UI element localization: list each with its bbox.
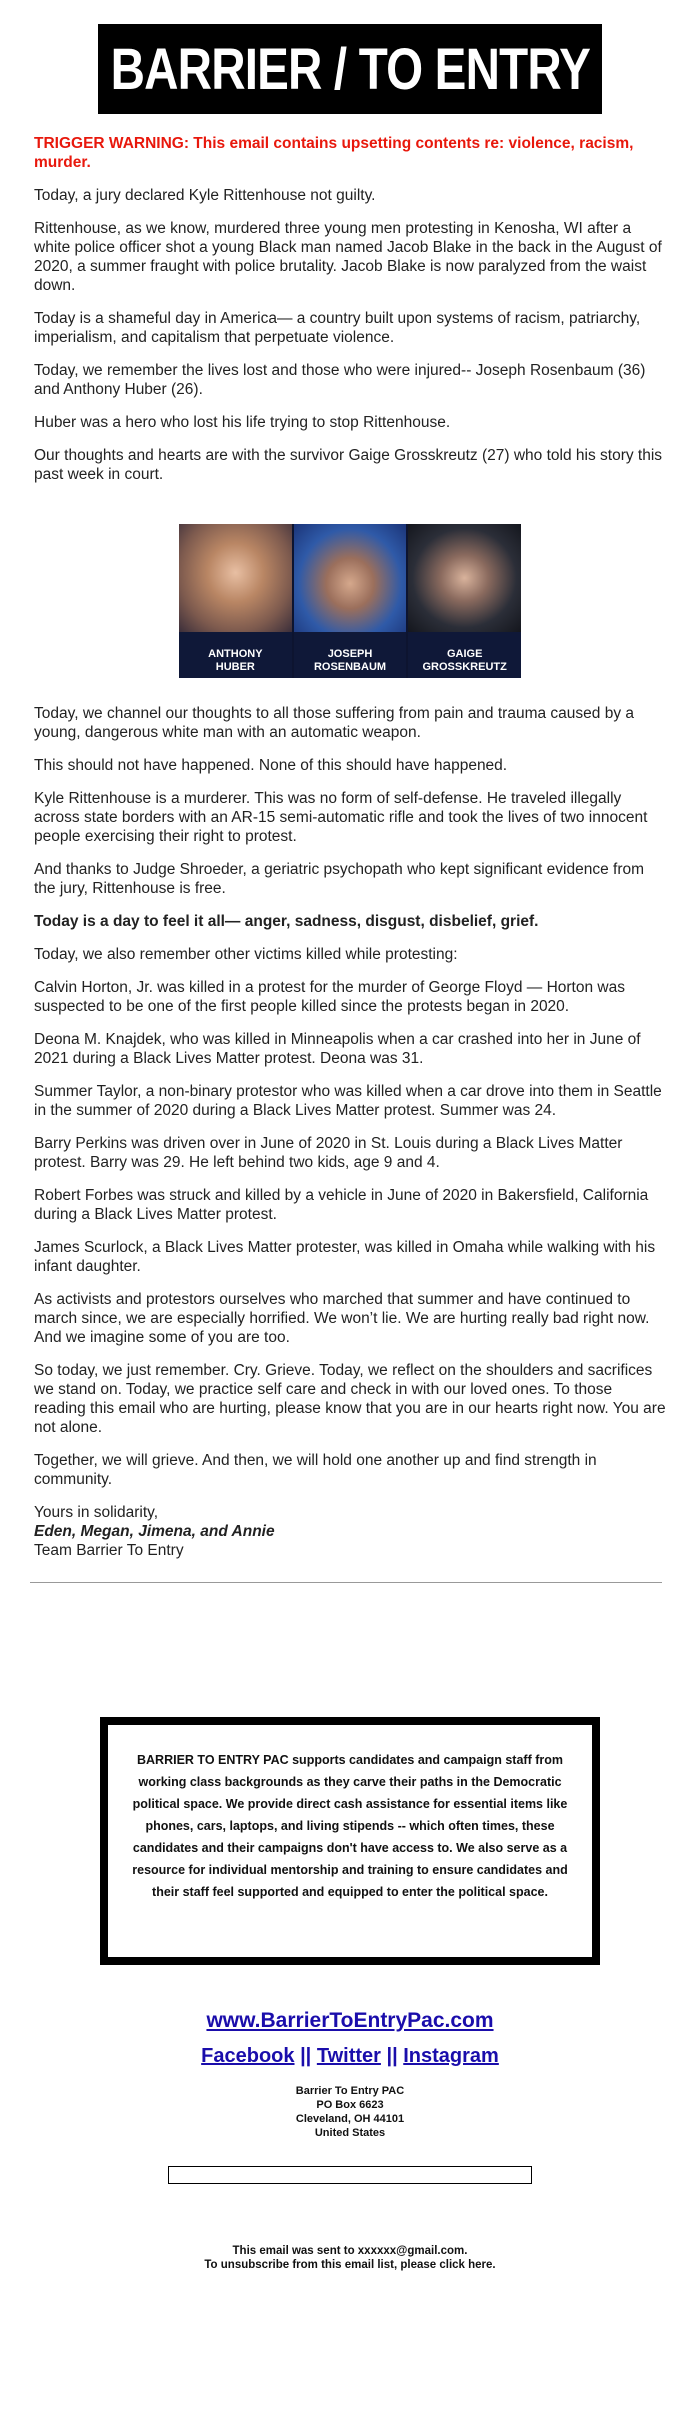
link-separator: ||	[300, 2045, 312, 2067]
paragraph: This should not have happened. None of this should have happened.	[34, 757, 508, 774]
photo-caption: GAIGE GROSSKREUTZ	[422, 648, 507, 673]
brand-logo-text: BARRIER / TO ENTRY	[110, 36, 590, 102]
paragraph: Robert Forbes was struck and killed by a vehicle in June of 2020 in Bakersfield, California during a Black Lives Matter protest.	[34, 1187, 649, 1223]
photo-caption: ANTHONY HUBER	[208, 648, 263, 673]
photo-panel-huber	[179, 524, 294, 678]
paragraph: Summer Taylor, a non-binary protestor who was killed when a car drove into them in Seattle in the summer of 2020 during a Black Lives Matter protest. Summer was 24.	[34, 1083, 662, 1119]
paragraph: Today, we remember the lives lost and those who were injured-- Joseph Rosenbaum (36) and Anthony Huber (26).	[34, 362, 646, 398]
signoff-names: Eden, Megan, Jimena, and Annie	[34, 1523, 275, 1540]
signoff	[30, 1503, 670, 1560]
paragraph: So today, we just remember. Cry. Grieve. Today, we reflect on the shoulders and sacrifices we stand on. Today, we practice self care and check in with our loved ones. To those reading this email who are hurting, please know that you are in our hearts right now. You are not alone.	[34, 1362, 666, 1436]
photo-caption: JOSEPH ROSENBAUM	[313, 648, 387, 673]
mailing-address	[30, 2084, 670, 2140]
paragraph: Today, we channel our thoughts to all those suffering from pain and trauma caused by a young, dangerous white man with an automatic weapon.	[34, 705, 634, 741]
instagram-link[interactable]: Instagram	[403, 2045, 499, 2067]
link-separator: ||	[386, 2045, 398, 2067]
paragraph: And thanks to Judge Shroeder, a geriatric psychopath who kept significant evidence from the jury, Rittenhouse is free.	[34, 861, 645, 897]
paragraph: Calvin Horton, Jr. was killed in a protest for the murder of George Floyd — Horton was suspected to be one of the first people killed since the protests began in 2020.	[34, 979, 625, 1015]
address-country: United States	[314, 2127, 386, 2139]
divider	[30, 1582, 662, 1583]
footer-notice	[30, 2244, 670, 2272]
signoff-closing: Yours in solidarity,	[34, 1504, 159, 1521]
footer-links	[30, 2009, 670, 2068]
portrait-image	[408, 524, 521, 632]
empty-frame	[168, 2166, 532, 2184]
portrait-image	[179, 524, 292, 632]
website-link[interactable]: www.BarrierToEntryPac.com	[206, 2009, 494, 2032]
paragraph: James Scurlock, a Black Lives Matter protester, was killed in Omaha while walking with his infant daughter.	[34, 1239, 656, 1275]
victims-photo	[30, 524, 670, 678]
paragraph: Huber was a hero who lost his life trying to stop Rittenhouse.	[34, 414, 451, 431]
bold-statement: Today is a day to feel it all— anger, sadness, disgust, disbelief, grief.	[34, 913, 539, 930]
photo-panel-grosskreutz	[408, 524, 521, 678]
paragraph: As activists and protestors ourselves who marched that summer and have continued to march since, we are especially horrified. We won’t lie. We are hurting really bad right now. And we imagine some of you are too.	[34, 1291, 650, 1346]
victims-photo-strip	[179, 524, 521, 678]
unsubscribe-link[interactable]: To unsubscribe from this email list, please click here.	[204, 2259, 496, 2271]
trigger-warning: TRIGGER WARNING: This email contains upsetting contents re: violence, racism, murder.	[34, 135, 634, 171]
paragraph: Rittenhouse, as we know, murdered three young men protesting in Kenosha, WI after a white police officer shot a young Black man named Jacob Blake in the back in the August of 2020, a summer fraught with police brutality. Jacob Blake is now paralyzed from the waist down.	[34, 220, 662, 294]
paragraph: Barry Perkins was driven over in June of 2020 in St. Louis during a Black Lives Matter protest. Barry was 29. He left behind two kids, age 9 and 4.	[34, 1135, 623, 1171]
paragraph: Today, we also remember other victims killed while protesting:	[34, 946, 458, 963]
paragraph: Our thoughts and hearts are with the survivor Gaige Grosskreutz (27) who told his story this past week in court.	[34, 447, 663, 483]
paragraph: Kyle Rittenhouse is a murderer. This was no form of self-defense. He traveled illegally across state borders with an AR-15 semi-automatic rifle and took the lives of two innocent people exercising their right to protest.	[34, 790, 648, 845]
address-po: PO Box 6623	[316, 2099, 384, 2111]
photo-panel-rosenbaum	[294, 524, 409, 678]
address-name: Barrier To Entry PAC	[295, 2085, 405, 2097]
facebook-link[interactable]: Facebook	[201, 2045, 295, 2067]
brand-banner	[98, 24, 602, 114]
sent-to-notice: This email was sent to xxxxxx@gmail.com.	[232, 2245, 468, 2257]
paragraph: Today, a jury declared Kyle Rittenhouse not guilty.	[34, 187, 376, 204]
paragraph: Together, we will grieve. And then, we will hold one another up and find strength in community.	[34, 1452, 597, 1488]
pac-info-box	[100, 1717, 600, 1965]
address-city: Cleveland, OH 44101	[295, 2113, 405, 2125]
social-links	[30, 2045, 670, 2068]
signoff-team: Team Barrier To Entry	[34, 1542, 184, 1559]
email-body	[30, 24, 670, 2272]
twitter-link[interactable]: Twitter	[316, 2045, 381, 2067]
portrait-image	[294, 524, 407, 632]
pac-description: BARRIER TO ENTRY PAC supports candidates and campaign staff from working class backgrounds as they carve their paths in the Democratic political space. We provide direct cash assistance for essential items like phones, cars, laptops, and living stipends -- which often times, these candidates and their campaigns don't have access to. We also serve as a resource for individual mentorship and training to ensure candidates and their staff feel supported and equipped to enter the political space.	[132, 1753, 568, 1899]
paragraph: Today is a shameful day in America— a country built upon systems of racism, patriarchy, imperialism, and capitalism that perpetuate violence.	[34, 310, 641, 346]
paragraph: Deona M. Knajdek, who was killed in Minneapolis when a car crashed into her in June of 2021 during a Black Lives Matter protest. Deona was 31.	[34, 1031, 641, 1067]
